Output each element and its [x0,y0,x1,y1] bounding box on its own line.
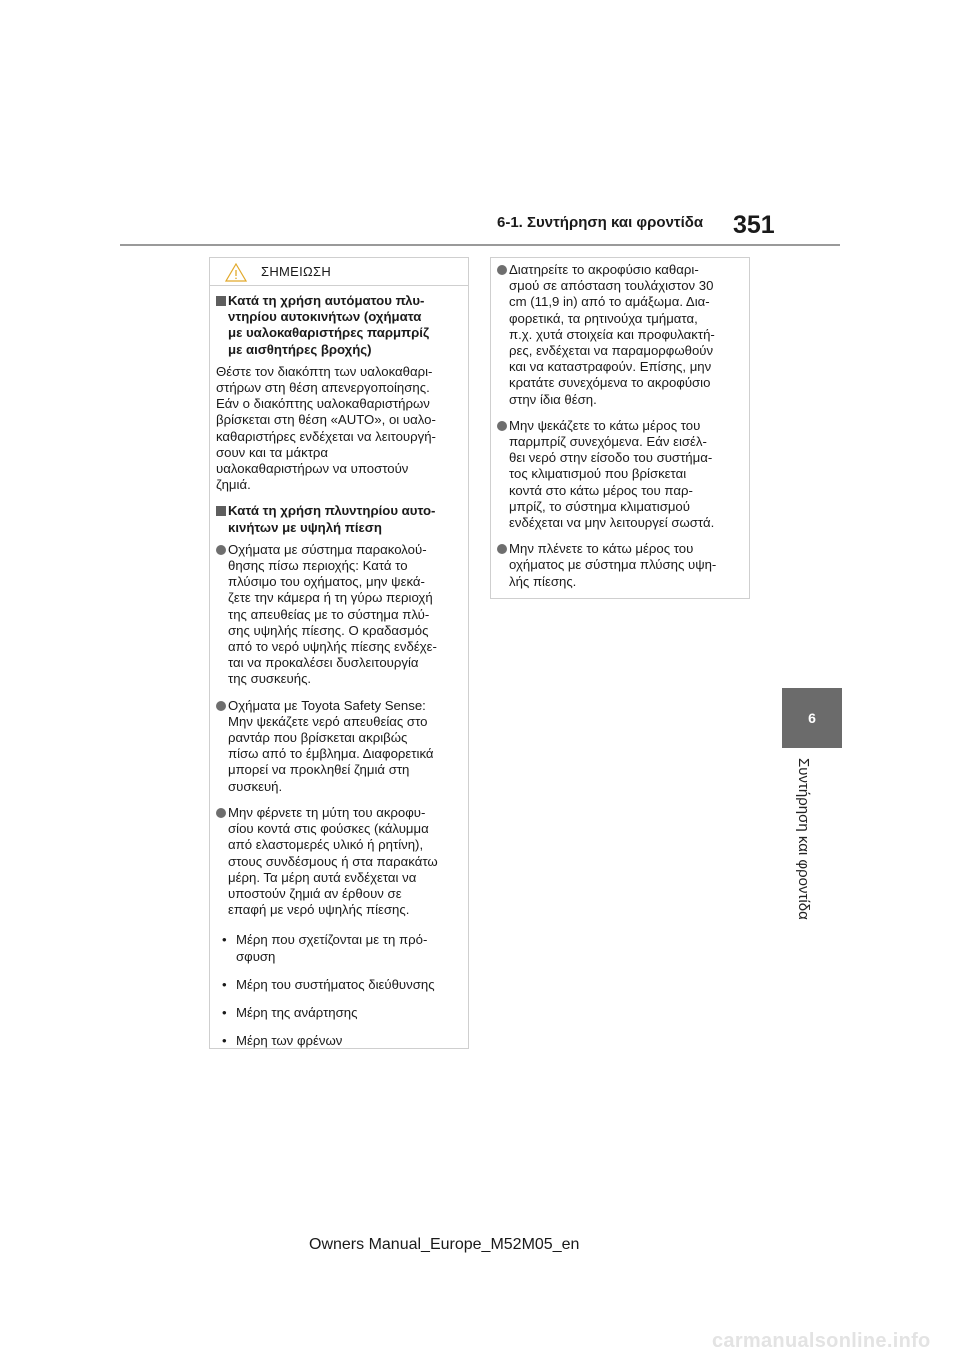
square-marker-icon [216,296,226,306]
note-header [210,258,468,286]
sub-list-item-text: Μέρη του συστήματος διεύθυνσης [236,976,435,992]
square-marker-icon [216,506,226,516]
list-item [216,805,462,918]
chapter-tab [782,688,842,748]
sub-list-item [216,1005,462,1021]
bullet-dot-icon [497,421,507,431]
list-item-text: Μην ψεκάζετε το κάτω μέρος του παρμπρίζ συνεχόμενα. Εάν εισέλ- θει νερό στην είσοδο του συστήμα- τος κλιματισμού που βρίσκεται κοντά στο κάτω μέρος του παρ- μπρίζ, το σύστημα κλιματισμού ενδέχεται να μην λειτουργεί σωστά. [509,417,715,531]
warning-triangle-icon [225,263,247,282]
list-item-text: Μην φέρνετε τη μύτη του ακροφυ- σίου κοντά στις φούσκες (κάλυμμα από ελαστομερές υλικό ή ρητίνη), στους συνδέσμους ή στα παρακάτω μέρη. Τα μέρη αυτά ενδέχεται να υποστούν ζημιά αν έρθουν σε επαφή με νερό υψηλής πίεσης. [228,804,438,918]
sub-list-item [216,932,462,964]
page-number: 351 [733,211,775,239]
chapter-number: 6 [808,710,816,726]
section-title: 6-1. Συντήρηση και φροντίδα [497,214,704,231]
note-box-right [490,257,750,599]
bullet-dot-icon: • [222,932,227,948]
paragraph: Θέστε τον διακόπτη των υαλοκαθαρι- στήρων στη θέση απενεργοποίησης. Εάν ο διακόπτης υαλοκαθαριστήρων βρίσκεται στη θέση «AUTO», οι υαλο- καθαριστήρες ενδέχεται να λειτουργή- σουν και τα μάκτρα υαλοκαθαριστήρων να υποστούν ζημιά. [216,363,436,493]
sub-list-item-text: Μέρη της ανάρτησης [236,1004,358,1020]
bullet-dot-icon: • [222,1033,227,1049]
bullet-dot-icon [497,265,507,275]
section-heading-text: Κατά τη χρήση αυτόματου πλυ- ντηρίου αυτοκινήτων (οχήματα με υαλοκαθαριστήρες παρμπρίζ με αισθητήρες βροχής) [228,293,430,357]
sub-list-item [216,1033,462,1049]
bullet-dot-icon [216,808,226,818]
bullet-dot-icon [497,544,507,554]
list-item [216,698,462,795]
list-item [497,262,743,408]
note-title: ΣΗΜΕΙΩΣΗ [261,264,332,279]
sub-list-item-text: Μέρη που σχετίζονται με τη πρό- σφυση [236,932,428,964]
bullet-dot-icon: • [222,976,227,992]
note-content-right [497,262,743,597]
sub-list-item-text: Μέρη των φρένων [236,1033,343,1049]
note-box-left [209,257,469,1049]
list-item [216,542,462,688]
section-heading [216,503,462,535]
section-heading-text: Κατά τη χρήση πλυντηρίου αυτο- κινήτων με υψηλή πίεση [228,503,436,535]
note-content-left [216,293,462,1057]
chapter-title: Συντήρηση και φροντίδα [795,758,812,920]
list-item [497,541,743,590]
list-item-text: Οχήματα με σύστημα παρακολού- θησης πίσω περιοχής: Κατά το πλύσιμο του οχήματος, μην ψεκά- ζετε την κάμερα ή τη γύρω περιοχή της απευθείας με το σύστημα πλύ- σης υψηλής πίεσης. Ο κραδασμός από το νερό υψηλής πίεσης ενδέχε- ται να προκαλέσει δυσλειτουργία της συσκευής. [228,541,437,687]
list-item [497,418,743,531]
bullet-dot-icon [216,545,226,555]
sub-list-item [216,977,462,993]
list-item-text: Διατηρείτε το ακροφύσιο καθαρι- σμού σε απόσταση τουλάχιστον 30 cm (11,9 in) από το αμάξωμα. Δια- φορετικά, τα ρητινούχα τμήματα, π.χ. χυτά στοιχεία και προφυλακτή- ρες, ενδέχεται να παραμορφωθούν και να καταστραφούν. Επίσης, μην κρατάτε συνεχόμενα το ακροφύσιο στην ίδια θέση. [509,262,715,407]
list-item-text: Οχήματα με Toyota Safety Sense: Μην ψεκάζετε νερό απευθείας στο ραντάρ που βρίσκεται ακριβώς πίσω από το έμβλημα. Διαφορετικά μπορεί να προκληθεί ζημιά στη συσκευή. [228,697,434,794]
footer-text: Owners Manual_Europe_M52M05_en [309,1236,580,1253]
section-heading [216,293,462,358]
header-divider [120,244,840,246]
bullet-dot-icon: • [222,1004,227,1020]
watermark: carmanualsonline.info [712,1330,931,1352]
list-item-text: Μην πλένετε το κάτω μέρος του οχήματος με σύστημα πλύσης υψη- λής πίεσης. [509,541,717,589]
bullet-dot-icon [216,701,226,711]
